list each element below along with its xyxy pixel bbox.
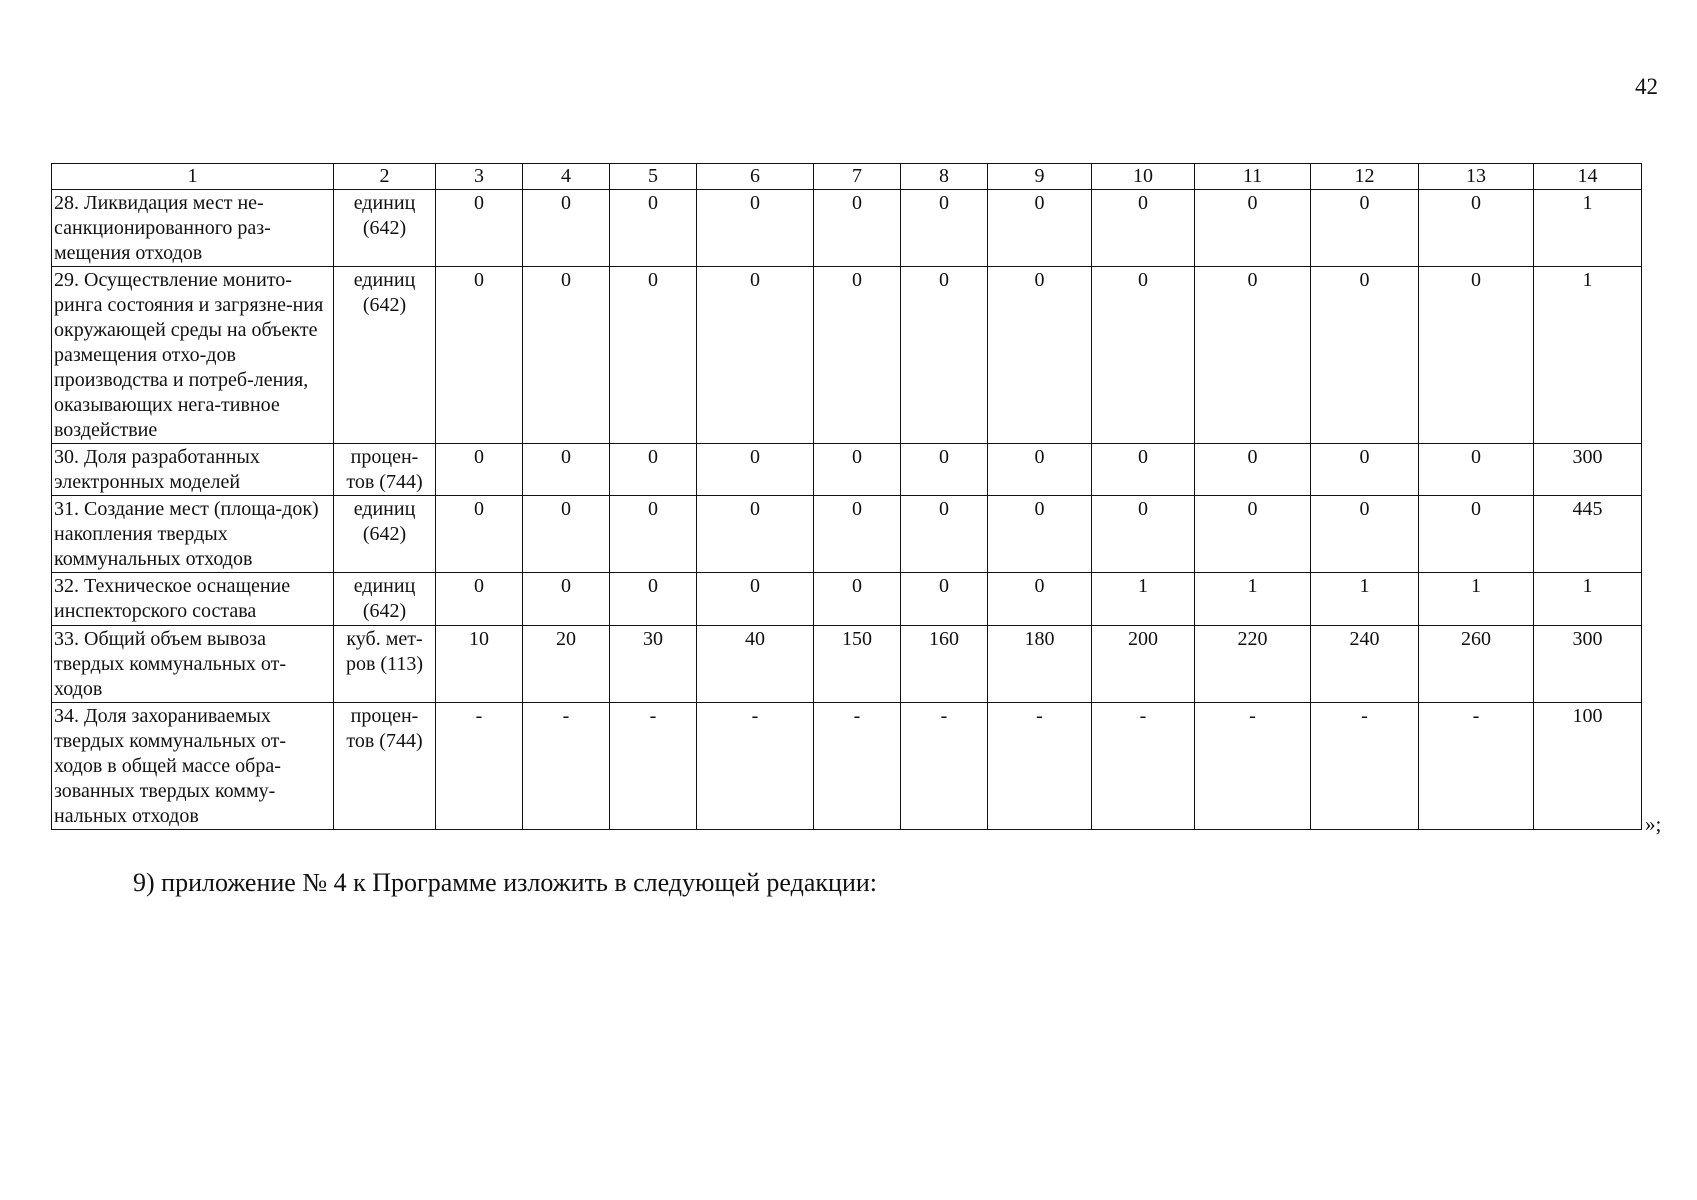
value-cell: 0: [1195, 444, 1311, 496]
value-cell: 0: [988, 444, 1092, 496]
indicator-name: 29. Осуществление монито-ринга состояния и загрязне-ния окружающей среды на объекте размещения отхо-дов производства и потреб-ления, оказывающих нега-тивное воздействие: [52, 267, 334, 444]
value-cell: 0: [901, 573, 988, 626]
value-cell: 0: [523, 573, 610, 626]
value-cell: 0: [697, 496, 814, 573]
value-cell: 0: [697, 573, 814, 626]
unit-of-measure: единиц (642): [334, 190, 436, 267]
value-cell: 150: [814, 626, 901, 703]
value-cell: 0: [697, 190, 814, 267]
indicator-name: 31. Создание мест (площа-док) накопления твердых коммунальных отходов: [52, 496, 334, 573]
value-cell: 100: [1534, 703, 1642, 830]
value-cell: 30: [610, 626, 697, 703]
value-cell: 1: [1092, 573, 1195, 626]
value-cell: 200: [1092, 626, 1195, 703]
value-cell: 0: [1419, 444, 1534, 496]
value-cell: -: [697, 703, 814, 830]
value-cell: 0: [988, 573, 1092, 626]
value-cell: 0: [1419, 496, 1534, 573]
value-cell: 0: [814, 444, 901, 496]
table-row: [52, 267, 1642, 444]
value-cell: 0: [436, 573, 523, 626]
value-cell: 240: [1311, 626, 1419, 703]
value-cell: 0: [1311, 496, 1419, 573]
closing-quote-mark: »;: [1645, 812, 1662, 836]
value-cell: 0: [1311, 190, 1419, 267]
value-cell: 0: [436, 496, 523, 573]
value-cell: 1: [1534, 190, 1642, 267]
page-number: 42: [1635, 74, 1658, 99]
value-cell: 0: [436, 444, 523, 496]
value-cell: 0: [1195, 496, 1311, 573]
value-cell: 220: [1195, 626, 1311, 703]
value-cell: 180: [988, 626, 1092, 703]
column-header-7: 7: [814, 164, 901, 190]
value-cell: 0: [1092, 496, 1195, 573]
table-row: [52, 444, 1642, 496]
column-header-5: 5: [610, 164, 697, 190]
unit-of-measure: единиц (642): [334, 573, 436, 626]
column-header-12: 12: [1311, 164, 1419, 190]
column-header-10: 10: [1092, 164, 1195, 190]
value-cell: 0: [988, 496, 1092, 573]
value-cell: 0: [814, 190, 901, 267]
value-cell: 40: [697, 626, 814, 703]
column-header-8: 8: [901, 164, 988, 190]
value-cell: 1: [1534, 573, 1642, 626]
column-header-9: 9: [988, 164, 1092, 190]
value-cell: 0: [523, 444, 610, 496]
value-cell: 0: [610, 573, 697, 626]
value-cell: 0: [523, 190, 610, 267]
value-cell: -: [436, 703, 523, 830]
value-cell: 0: [901, 444, 988, 496]
value-cell: 0: [610, 190, 697, 267]
value-cell: 0: [523, 267, 610, 444]
value-cell: 0: [1311, 444, 1419, 496]
value-cell: -: [610, 703, 697, 830]
value-cell: 0: [901, 190, 988, 267]
value-cell: 20: [523, 626, 610, 703]
indicators-table: [51, 163, 1642, 830]
instruction-paragraph: 9) приложение № 4 к Программе изложить в следующей редакции:: [133, 868, 877, 897]
value-cell: 0: [523, 496, 610, 573]
column-header-11: 11: [1195, 164, 1311, 190]
value-cell: 1: [1311, 573, 1419, 626]
table-row: [52, 626, 1642, 703]
value-cell: -: [1311, 703, 1419, 830]
value-cell: -: [988, 703, 1092, 830]
value-cell: 300: [1534, 444, 1642, 496]
value-cell: 260: [1419, 626, 1534, 703]
value-cell: 0: [814, 496, 901, 573]
value-cell: 160: [901, 626, 988, 703]
table-row: [52, 190, 1642, 267]
unit-of-measure: процен- тов (744): [334, 703, 436, 830]
value-cell: 0: [610, 267, 697, 444]
value-cell: 0: [1419, 267, 1534, 444]
value-cell: 300: [1534, 626, 1642, 703]
unit-of-measure: куб. мет- ров (113): [334, 626, 436, 703]
column-header-1: 1: [52, 164, 334, 190]
value-cell: 0: [1092, 190, 1195, 267]
value-cell: 445: [1534, 496, 1642, 573]
column-header-4: 4: [523, 164, 610, 190]
indicator-name: 28. Ликвидация мест не-санкционированного раз-мещения отходов: [52, 190, 334, 267]
value-cell: 10: [436, 626, 523, 703]
indicator-name: 30. Доля разработанных электронных моделей: [52, 444, 334, 496]
column-header-2: 2: [334, 164, 436, 190]
value-cell: 0: [901, 496, 988, 573]
table-header: [52, 164, 1642, 190]
unit-of-measure: единиц (642): [334, 496, 436, 573]
value-cell: 0: [901, 267, 988, 444]
value-cell: -: [1092, 703, 1195, 830]
value-cell: 0: [610, 496, 697, 573]
header-row: [52, 164, 1642, 190]
table-row: [52, 703, 1642, 830]
value-cell: 0: [436, 267, 523, 444]
unit-of-measure: единиц (642): [334, 267, 436, 444]
value-cell: 0: [814, 573, 901, 626]
value-cell: 0: [1092, 267, 1195, 444]
indicator-name: 33. Общий объем вывоза твердых коммунальных от-ходов: [52, 626, 334, 703]
column-header-3: 3: [436, 164, 523, 190]
value-cell: 0: [697, 267, 814, 444]
value-cell: 0: [814, 267, 901, 444]
value-cell: 0: [988, 190, 1092, 267]
value-cell: 0: [610, 444, 697, 496]
value-cell: 0: [1195, 190, 1311, 267]
value-cell: 0: [697, 444, 814, 496]
value-cell: 1: [1419, 573, 1534, 626]
table-row: [52, 573, 1642, 626]
value-cell: -: [814, 703, 901, 830]
table-row: [52, 496, 1642, 573]
value-cell: 0: [1092, 444, 1195, 496]
indicator-name: 32. Техническое оснащение инспекторского состава: [52, 573, 334, 626]
value-cell: 0: [436, 190, 523, 267]
value-cell: 1: [1195, 573, 1311, 626]
value-cell: -: [1195, 703, 1311, 830]
value-cell: 1: [1534, 267, 1642, 444]
value-cell: 0: [1195, 267, 1311, 444]
column-header-13: 13: [1419, 164, 1534, 190]
unit-of-measure: процен- тов (744): [334, 444, 436, 496]
indicator-name: 34. Доля захораниваемых твердых коммунальных от-ходов в общей массе обра-зованных твердых комму-нальных отходов: [52, 703, 334, 830]
value-cell: -: [1419, 703, 1534, 830]
value-cell: 0: [1419, 190, 1534, 267]
column-header-14: 14: [1534, 164, 1642, 190]
value-cell: 0: [1311, 267, 1419, 444]
column-header-6: 6: [697, 164, 814, 190]
value-cell: -: [523, 703, 610, 830]
value-cell: -: [901, 703, 988, 830]
value-cell: 0: [988, 267, 1092, 444]
table-body: [52, 190, 1642, 830]
